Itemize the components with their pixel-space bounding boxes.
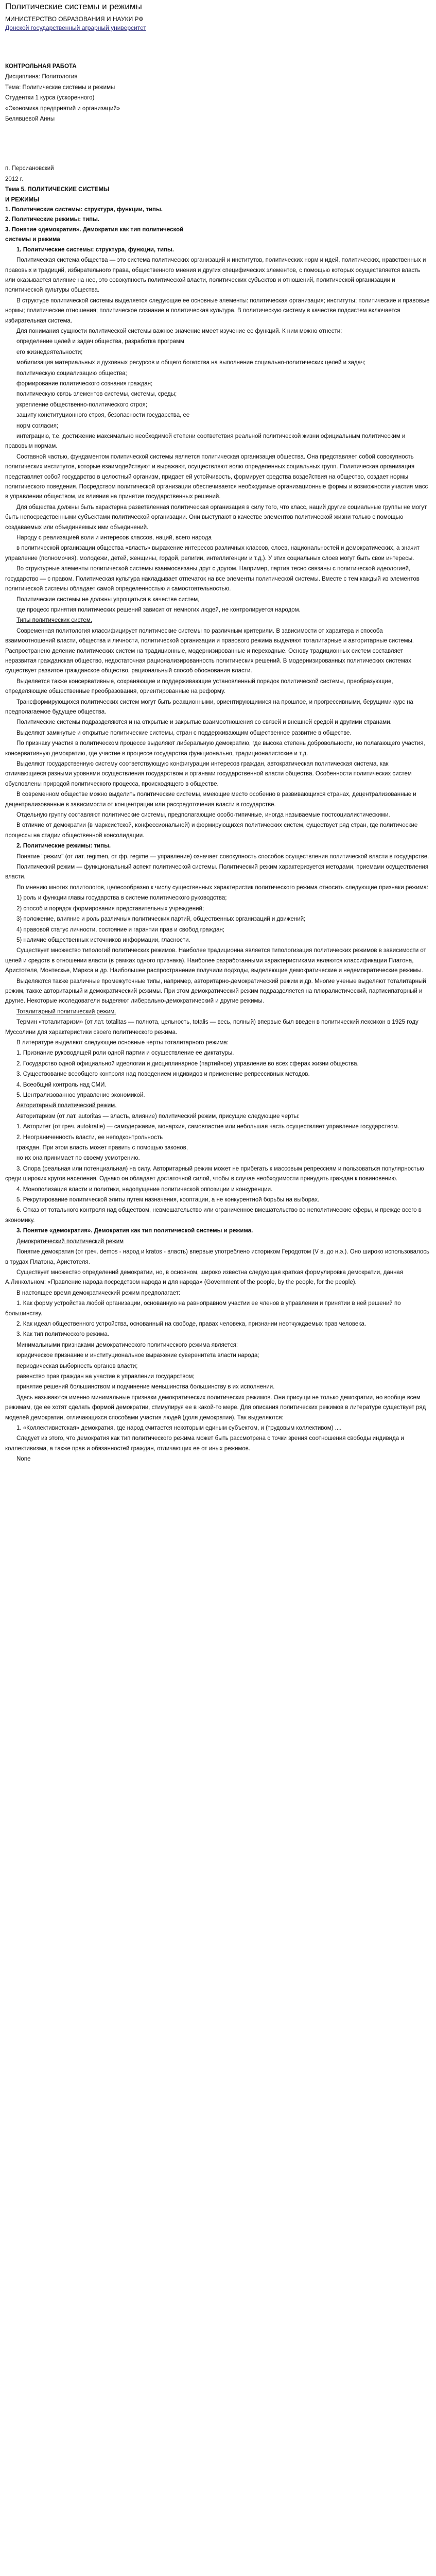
paragraph: Следует из этого, что демократия как тип политического режима может быть рассмотрена с точки зрения соотношения свободы индивида и коллективизма, а также прав и обязанностей граждан, отличающих ее от иных режимов. bbox=[5, 1435, 404, 1452]
paragraph: защиту конституционного строя, безопасности государства, ее bbox=[16, 412, 190, 419]
section-2-heading: 2. Политические режимы: типы. bbox=[16, 843, 111, 850]
paragraph: Народу с реализацией воли и интересов классов, наций, всего народа bbox=[16, 535, 212, 541]
toc-topic: Тема 5. ПОЛИТИЧЕСКИЕ СИСТЕМЫ bbox=[5, 187, 110, 193]
paragraph: политическую связь элементов системы, системы, среды; bbox=[16, 391, 177, 398]
paragraph: В современном обществе можно выделить политические системы, имеющие место особенно в развивающихся странах, децентрализованные и децентрализованные в зависимости от концентрации или рассредоточения власти в государстве. bbox=[5, 791, 416, 808]
document-title: Политические системы и режимы bbox=[5, 2, 142, 11]
paragraph: Понятие "режим" (от лат. regimen, от фр. regime — управление) означает совокупность способов осуществления политической власти в государстве. bbox=[16, 853, 429, 860]
paragraph: 4) правовой статус личности, состояние и гарантии прав и свобод граждан; bbox=[16, 926, 225, 933]
paragraph: Выделяют замкнутые и открытые политические системы, стран с поддерживающим общественное развитие в обществе. bbox=[16, 730, 352, 736]
paragraph: где процесс принятия политических решений зависит от немногих людей, не контролируется народом. bbox=[16, 606, 301, 613]
paragraph: интеграцию, т.е. достижение максимально необходимой степени соответствия реальной политической жизни официальным политическим и правовым нормам. bbox=[5, 433, 406, 450]
paragraph: Трансформирующихся политических систем могут быть реакционными, ориентирующимися на прошлое, и прогрессивными, берущими курс на предполагаемое будущее общества. bbox=[5, 699, 413, 715]
paragraph: Выделяется также консервативные, сохраняющие и поддерживающие установленный порядок политической системы, преобразующие, определяющие общественные преобразования, ориентированные на реформу. bbox=[5, 678, 393, 695]
paragraph: но их она принимает по своему усмотрению. bbox=[16, 1155, 140, 1162]
paragraph: в политической организации общества «власть» выражение интересов различных классов, слоев, национальностей и демократических, а значит управление (полномочия). молодежи, детей, женщины, гордой, религии, интеллигенции и т.д.). У этих социальных слоев могут быть свои интересы. bbox=[5, 545, 420, 562]
paragraph: В структуре политической системы выделяется следующие ее основные элементы: политическая организация; институты; политические и правовые нормы; политические отношения; политическое сознание и политическая культура. В политическую систему в качестве подсистем включается избирательная система. bbox=[5, 297, 430, 324]
paragraph: Термин «тоталитаризм» (от лат. totalitas — полнота, цельность, totalis — весь, полный) впервые был введен в политический лексикон в 1925 году Муссолини для характеристики своего политического режима. bbox=[5, 1019, 418, 1036]
toc-item-2: 2. Политические режимы: типы. bbox=[5, 216, 100, 223]
paragraph: Понятие демократия (от греч. demos - народ и kratos - власть) впервые употреблено историком Геродотом (V в. до н.э.). Оно широко использовалось в трудах Платона, Аристотеля. bbox=[5, 1249, 429, 1265]
paragraph: Авторитарный политический режим. bbox=[16, 1103, 117, 1109]
paragraph: 5) наличие общественных источников информации, гласности. bbox=[16, 937, 190, 943]
paragraph: Выделяют государственную систему соответствующую конфигурации интересов граждан, автократическая политическая система, как отличающиеся разными уровнями осуществления государством и органами государственной власти общества. Особенности политических систем обусловлены природой политического процесса, происходящего в обществе. bbox=[5, 761, 412, 787]
paragraph: Выделяются также различные промежуточные типы, например, авторитарно-демократический режим и др. Многие ученые выделяют тоталитарный режим, также авторитарный и демократический режимы. При этом демократический режим подразделяется на плюралистический, партисипаторный и другие. Некоторые исследователи выделяют либерально-демократический и другие режимы. bbox=[5, 978, 426, 1005]
paragraph: принятие решений большинством и подчинение меньшинства большинству в их исполнении. bbox=[16, 1384, 275, 1391]
paragraph: Составной частью, фундаментом политической системы является политическая организация общества. Она представляет собой совокупность политических институтов, которые взаимодействуют и выражают, осуществляют волю определенных социальных групп. Политическая организация представляет собой государство в целостный организм, придает ей устойчивость, формирует средства воздействия на общество, создает нормы политического поведения. Посредством политической организации обеспечивается необходимые организационные формы и возможности участия масс в управлении обществом, их влияния на принятие государственных решений. bbox=[5, 453, 428, 500]
paragraph: 1. Авторитет (от греч. autokratie) — самодержавие, монархия, самовластие или небольшая часть осуществляет управление государством. bbox=[16, 1124, 399, 1130]
paragraph: 2) способ и порядок формирования представительных учреждений; bbox=[16, 905, 204, 912]
toc-topic-cont: И РЕЖИМЫ bbox=[5, 196, 40, 203]
paragraph: Тоталитарный политический режим. bbox=[16, 1008, 116, 1015]
paragraph: Авторитаризм (от лат. autoritas — власть, влияние) политический режим, присущие следующие черты: bbox=[16, 1113, 300, 1120]
document-body bbox=[5, 32, 431, 1465]
paragraph: формирование политического сознания граждан; bbox=[16, 380, 153, 387]
paragraph: Политические системы подразделяются и на открытые и закрытые взаимоотношения со связей и внешней средой и другими странами. bbox=[16, 719, 392, 726]
front-program: «Экономика предприятий и организаций» bbox=[5, 105, 120, 112]
paragraph: Во структурные элементы политической системы взаимосвязаны друг с другом. Например, партия тесно связаны с политической идеологией, государство — с правом. Политическая культура накладывает отпечаток на все элементы политической системы. Вместе с тем каждый из элементов политической системы обладает самой определенностью и самостоятельностью. bbox=[5, 566, 420, 592]
paragraph: Существует множество типологий политических режимов. Наиболее традиционна является типологизация политических режимов в зависимости от целей и средств в отношении власти (в рамках одного признака). Наиболее разработанными характеристиками являются классификации Платона, Аристотеля, Монтескье, Маркса и др. Наибольшее распространение получили подходы, выделяющие демократические и недемократические режимы. bbox=[5, 947, 426, 974]
paragraph: 1. Как форму устройства любой организации, основанную на равноправном участии ее членов в управлении и принятии в ней решений по большинству. bbox=[5, 1300, 401, 1317]
paragraph: 5. Рекрутирование политической элиты путем назначения, кооптации, а не конкурентной борьбы на выборах. bbox=[16, 1197, 320, 1204]
section-3-subheading: Демократический политический режим bbox=[16, 1238, 124, 1245]
paragraph: Отдельную группу составляют политические системы, предполагающие особо-типичные, иногда называемые постсоциалистическими. bbox=[16, 812, 390, 819]
paragraph: 6. Отказ от тотального контроля над обществом, невмешательство или ограниченное вмешательство во неполитические сферы, и прежде всего в экономику. bbox=[5, 1207, 422, 1224]
front-year: 2012 г. bbox=[5, 176, 23, 182]
section-2-body bbox=[5, 852, 431, 1226]
paragraph: Для понимания сущности политической системы важное значение имеет изучение ее функций. К ним можно отнести: bbox=[16, 328, 342, 334]
paragraph: мобилизация материальных и духовных ресурсов и общего богатства на выполнение социально-политических целей и задач; bbox=[16, 360, 365, 366]
paragraph: 1. Признание руководящей роли одной партии и осуществление ее диктатуры. bbox=[16, 1050, 234, 1057]
paragraph: None bbox=[16, 1456, 31, 1463]
paragraph: В настоящее время демократический режим предполагает: bbox=[16, 1290, 181, 1296]
paragraph: укрепление общественно-политического строя; bbox=[16, 401, 147, 408]
section-3-heading: 3. Понятие «демократия». Демократия как тип политической системы и режима. bbox=[16, 1228, 253, 1234]
paragraph: юридическое признание и институциональное выражение суверенитета власти народа; bbox=[16, 1352, 259, 1359]
ministry-line: МИНИСТЕРСТВО ОБРАЗОВАНИЯ И НАУКИ РФ bbox=[5, 15, 144, 23]
paragraph: Для общества должны быть характерна разветвленная политическая организация в силу того, что класс, наций другие социальные группы не могут быть непосредственными субъектами политической организации. Они выступают в качестве элементов политической жизни только с помощью создаваемых или объединяемых ими объединений. bbox=[5, 504, 427, 531]
toc-item-3-cont: системы и режима bbox=[5, 236, 60, 243]
paragraph: По мнению многих политологов, целесообразно к числу существенных характеристик политического режима относить следующие признаки режима: bbox=[16, 884, 429, 891]
section-1-heading: 1. Политические системы: структура, функции, типы. bbox=[16, 246, 174, 253]
paragraph: 3. Как тип политического режима. bbox=[16, 1331, 109, 1338]
paragraph: политическую социализацию общества; bbox=[16, 370, 127, 377]
front-student: Студентки 1 курса (ускоренного) bbox=[5, 95, 95, 101]
paragraph: 4. Монополизация власти и политики, недопущение политической оппозиции и конкуренции. bbox=[16, 1186, 273, 1193]
paragraph: 2. Неограниченность власти, ее неподконтрольность bbox=[16, 1134, 163, 1141]
paragraph: норм согласия; bbox=[16, 422, 59, 429]
paragraph: равенство прав граждан на участие в управлении государством; bbox=[16, 1373, 195, 1380]
paragraph: В литературе выделяют следующие основные черты тоталитарного режима: bbox=[16, 1039, 229, 1046]
paragraph: Минимальными признаками демократического политического режима является: bbox=[16, 1342, 238, 1348]
paragraph: Существует множество определений демократии, но, в основном, широко известна следующая краткая формулировка демократии, данная А.Линкольном: «Правление народа посредством народа и для народа» (Government of the people, by the people, for the people). bbox=[5, 1269, 404, 1286]
toc-item-1: 1. Политические системы: структура, функции, типы. bbox=[5, 207, 163, 213]
front-topic: Тема: Политические системы и режимы bbox=[5, 84, 115, 91]
front-place: п. Персиановский bbox=[5, 165, 54, 172]
paragraph: определение целей и задач общества, разработка программ bbox=[16, 338, 184, 345]
paragraph: 3. Существование всеобщего контроля над поведением индивидов и применение репрессивных методов. bbox=[16, 1071, 310, 1078]
paragraph: 3. Опора (реальная или потенциальная) на силу. Авторитарный режим может не прибегать к массовым репрессиям и пользоваться популярностью среди широких кругов населения. Однако он обладает достаточной силой, чтобы в случае необходимости принудить граждан к повиновению. bbox=[5, 1165, 424, 1182]
university-link[interactable]: Донской государственный аграрный университет bbox=[5, 24, 146, 31]
paragraph: 3) положение, влияние и роль различных политических партий, общественных организаций и движений; bbox=[16, 916, 306, 923]
paragraph: Здесь называются именно минимальные признаки демократических политических режимов. Они присущи не только демократии, но вообще всем режимам, где ее хотят сделать формой демократии, стимулируя ее в какой-то мере. Для описания политических режимов в литературе существует ряд моделей демократии, отличающихся способами участия людей (доля демократии). Так выделяются: bbox=[5, 1394, 426, 1421]
paragraph: граждан. При этом власть может править с помощью законов, bbox=[16, 1145, 188, 1151]
toc-item-3: 3. Понятие «демократия». Демократия как тип политической bbox=[5, 226, 184, 233]
section-3-body bbox=[5, 1247, 431, 1465]
paragraph: 1. «Коллективистская» демократия, где народ считается некоторым единым субъектом, и (трудовым коллективом) .... bbox=[16, 1425, 342, 1431]
paragraph: По признаку участия в политическом процессе выделяют либеральную демократию, где высока степень добровольности, но полагающего участия, консервативную демократию, где участие в процессе государства функционально, традиционалистские и т.д. bbox=[5, 740, 425, 757]
front-discipline: Дисциплина: Политология bbox=[5, 74, 78, 80]
front-work-type: КОНТРОЛЬНАЯ РАБОТА bbox=[5, 63, 77, 70]
paragraph: Типы политических систем. bbox=[16, 617, 92, 624]
paragraph: периодическая выборность органов власти; bbox=[16, 1363, 138, 1369]
paragraph: В отличие от демократии (в марксистской, конфессиональной) и формирующихся политических систем, существует ряд стран, где политические процессы на стадии общественной консолидации. bbox=[5, 822, 418, 839]
paragraph: 4. Всеобщий контроль над СМИ. bbox=[16, 1081, 107, 1088]
paragraph: 2. Как идеал общественного устройства, основанный на свободе, правах человека, признании неотчуждаемых прав человека. bbox=[16, 1320, 367, 1327]
paragraph: 5. Централизованное управление экономикой. bbox=[16, 1092, 145, 1098]
paragraph: Политический режим — функциональный аспект политической системы. Политический режим характеризуется методами, приемами осуществления власти. bbox=[5, 864, 429, 880]
section-1-body bbox=[5, 256, 431, 841]
front-author: Белявцевой Анны bbox=[5, 116, 55, 123]
paragraph: 2. Государство одной официальной идеологии и дисциплинарное (партийное) управление во всех сферах жизни общества. bbox=[16, 1060, 359, 1067]
paragraph: 1) роль и функции главы государства в системе политического руководства; bbox=[16, 895, 227, 902]
paragraph: Политическая система общества — это система политических организаций и институтов, политических норм и идей, политических, нравственных и правовых и традиций, избирательного права, общественного мнения и других специфических элементов, с помощью которых осуществляется власть или оказывается влияние на нее, это совокупность политической власти, политических субъектов и отношений, политической организации и политической культуры общества. bbox=[5, 257, 426, 294]
paragraph: Современная политология классифицирует политические системы по различным критериям. В зависимости от характера и способа взаимоотношений власти, общества и личности, политической организации и правового режима выделяют тоталитарные и авторитарные системы. Распространено деление политических систем на традиционные, модернизированные и переходные. Основу традиционных систем составляет неразвитая гражданская общество, недостаточная рационализированность политических решений. В модернизированных политических системах существует развитое гражданское общество, рациональный способ обоснования власти. bbox=[5, 628, 414, 674]
paragraph: Политические системы не должны упрощаться в качестве систем, bbox=[16, 596, 200, 603]
paragraph: его жизнедеятельности; bbox=[16, 349, 83, 355]
